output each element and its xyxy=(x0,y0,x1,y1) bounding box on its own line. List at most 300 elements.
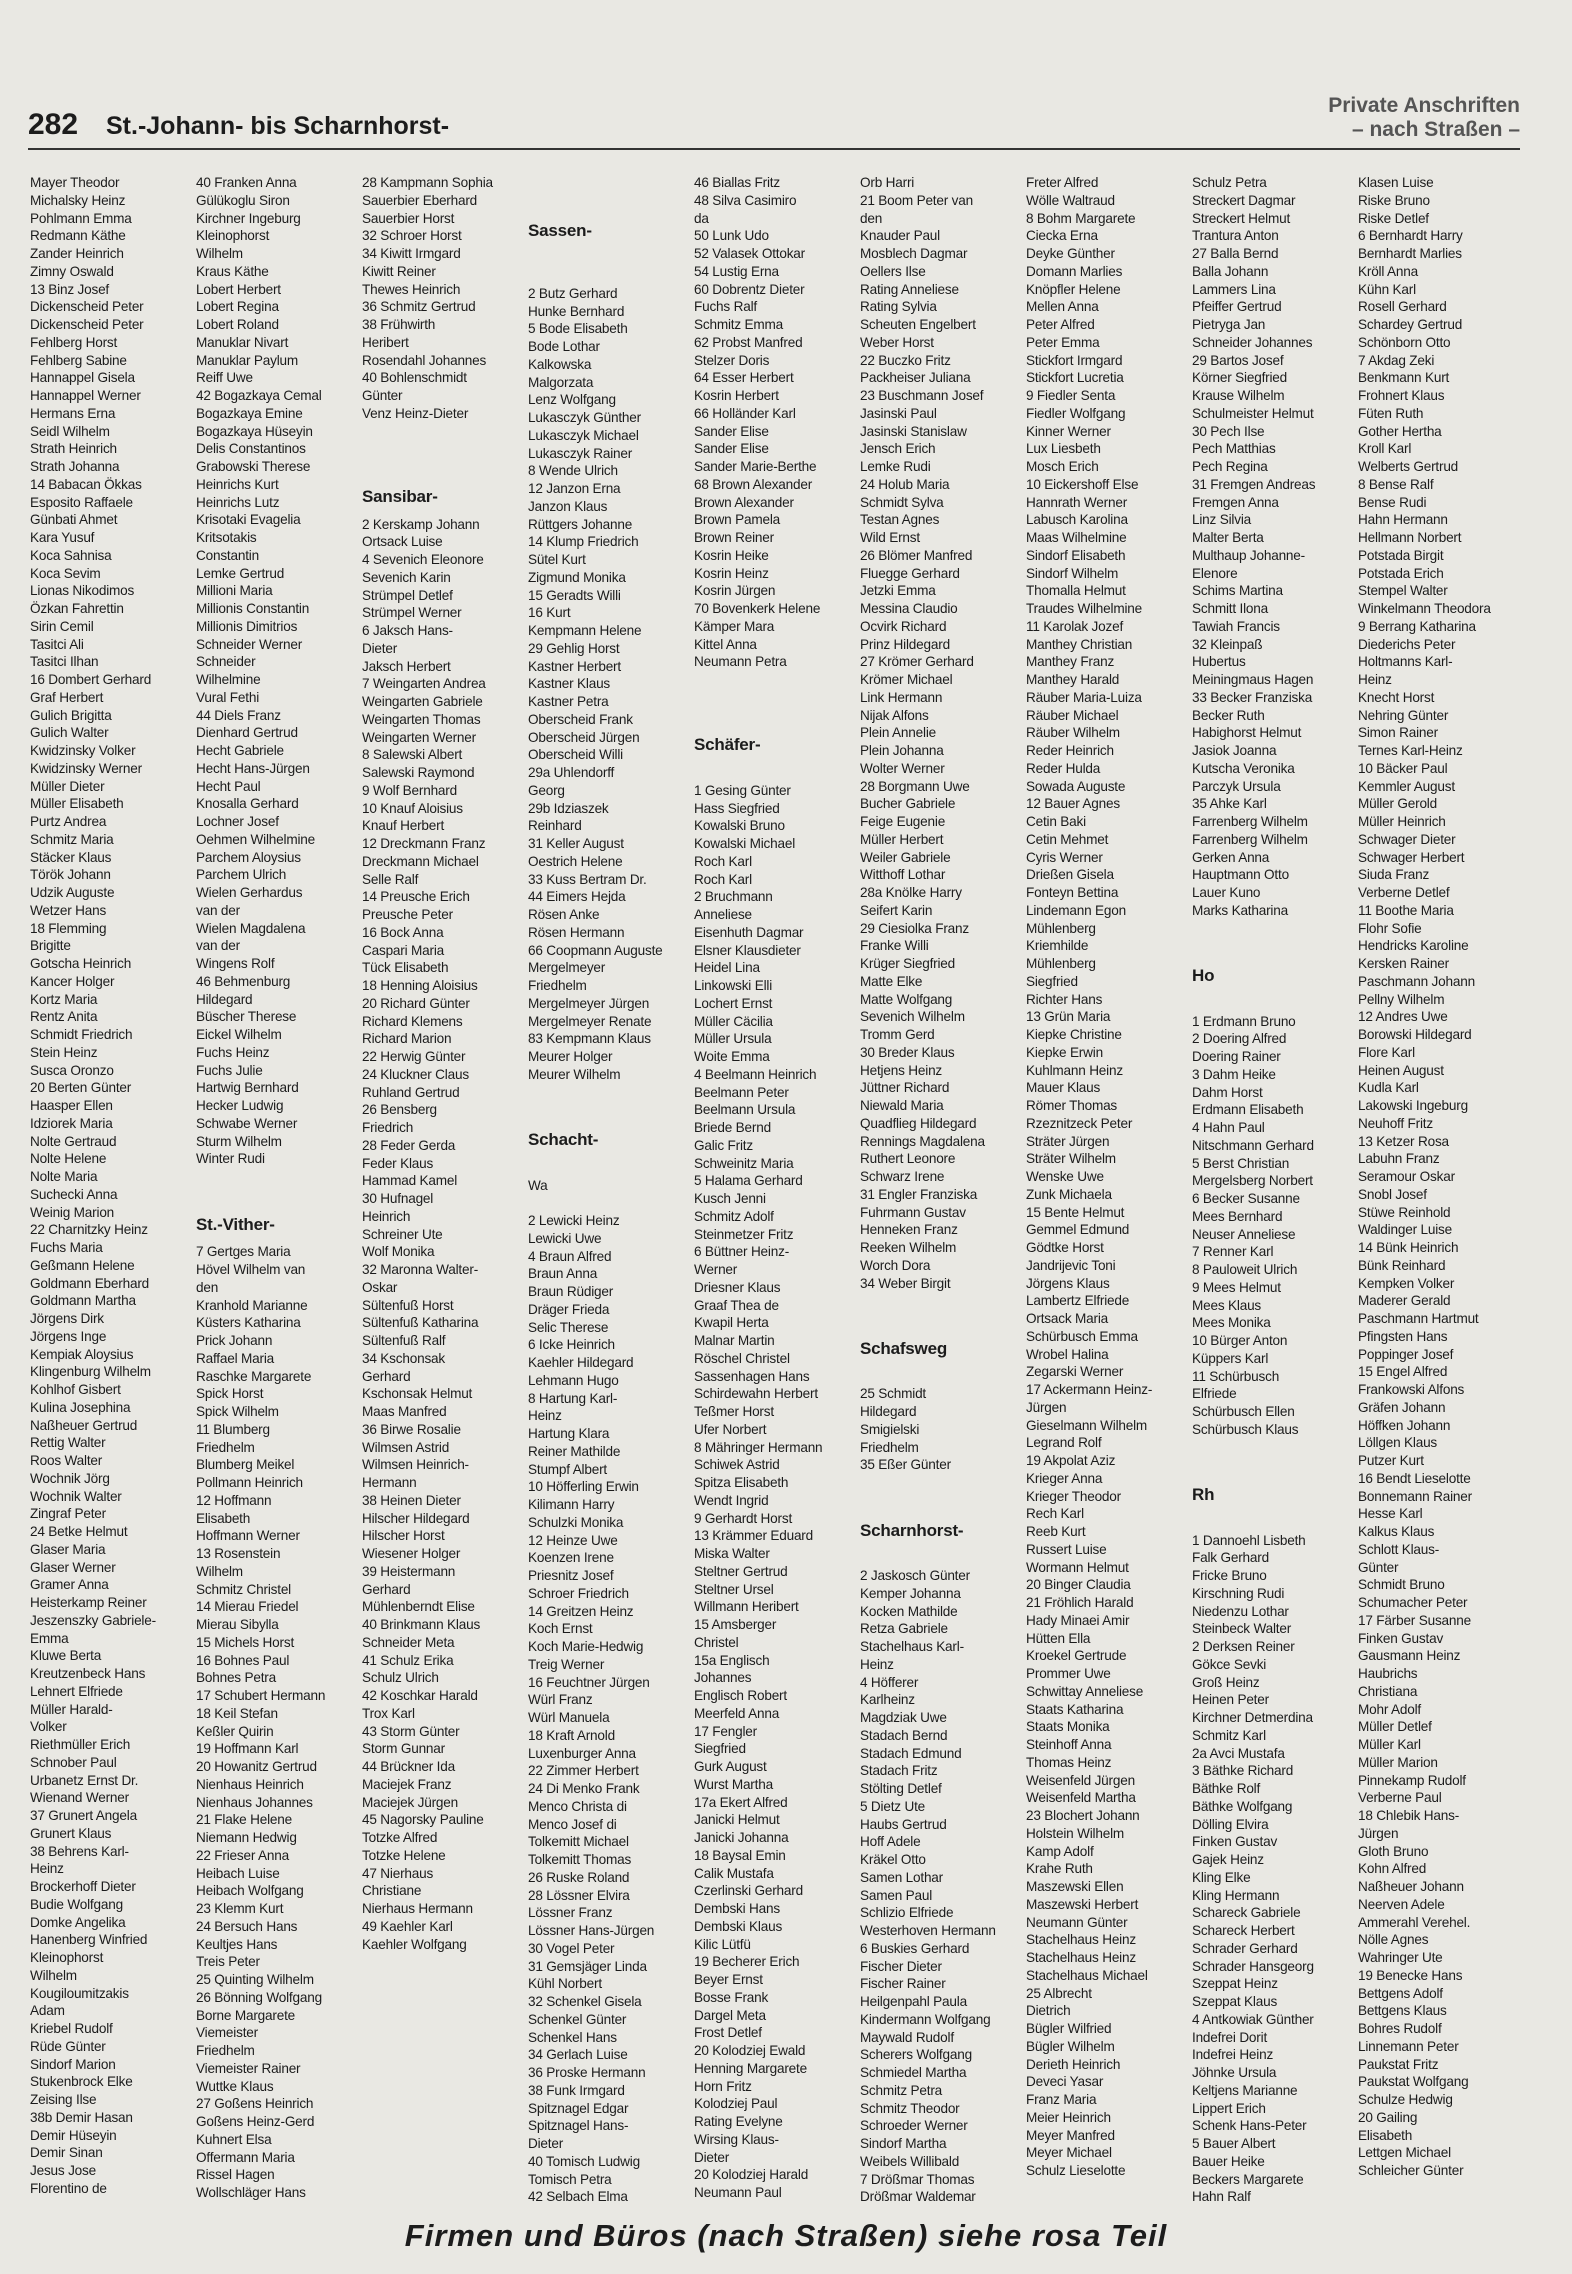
resident-entry: Neumann Petra xyxy=(694,654,787,670)
resident-entry: Treig Werner xyxy=(528,1656,605,1672)
resident-entry xyxy=(196,1186,358,1204)
resident-entry: 17 Schubert Hermann xyxy=(196,1688,326,1703)
resident-entry: Diederichs Peter xyxy=(1358,636,1456,652)
resident-entry: Witthoff Lothar xyxy=(860,867,946,883)
resident-entry: Kiwitt Reiner xyxy=(362,263,436,279)
resident-entry: 25 Albrecht xyxy=(1026,1985,1092,2001)
resident-entry: Schenkel Hans xyxy=(528,2029,617,2045)
resident-entry: 16 Bock Anna xyxy=(362,924,444,940)
resident-entry: Christiane xyxy=(362,1883,422,1899)
resident-entry: Manthey Harald xyxy=(1026,672,1120,687)
resident-entry: Kalkus Klaus xyxy=(1358,1524,1435,1539)
resident-entry: Goßens Heinz-Gerd xyxy=(196,2114,315,2129)
resident-entry: Stölting Detlef xyxy=(860,1781,942,1796)
resident-entry: Calik Mustafa xyxy=(694,1865,774,1881)
resident-entry xyxy=(1192,920,1354,938)
resident-entry: Schreiner Ute xyxy=(362,1226,443,1242)
resident-entry: Schwabe Werner xyxy=(196,1115,298,1131)
resident-entry: Reeb Kurt xyxy=(1026,1524,1086,1539)
resident-entry: Treis Peter xyxy=(196,1954,260,1970)
resident-entry: Wochnik Jörg xyxy=(30,1470,110,1486)
resident-entry: 27 Balla Bernd xyxy=(1192,246,1279,261)
resident-entry: Roch Karl xyxy=(694,853,752,869)
resident-entry: Pfingsten Hans xyxy=(1358,1328,1448,1344)
resident-entry: Rettig Walter xyxy=(30,1435,106,1451)
resident-entry: Wurst Martha xyxy=(694,1776,773,1792)
resident-entry: Marks Katharina xyxy=(1192,902,1288,918)
resident-entry: Meyer Manfred xyxy=(1026,2127,1115,2143)
page-title: St.-Johann- bis Scharnhorst- xyxy=(106,112,450,140)
resident-entry: 18 Kraft Arnold xyxy=(528,1727,615,1743)
resident-entry: Raffael Maria xyxy=(196,1350,274,1366)
resident-entry: Bügler Wilfried xyxy=(1026,2021,1112,2036)
resident-entry: Jesus Jose xyxy=(30,2163,97,2178)
resident-entry: 2 Kerskamp Johann xyxy=(362,516,480,532)
resident-entry: Ortsack Luise xyxy=(362,534,443,550)
resident-entry: Welberts Gertrud xyxy=(1358,459,1459,474)
resident-entry xyxy=(694,689,856,707)
resident-entry: Manthey Franz xyxy=(1026,654,1115,670)
resident-entry: Henning Margarete xyxy=(694,2060,807,2076)
resident-entry xyxy=(528,1084,690,1102)
street-heading: Ho xyxy=(1192,966,1215,985)
resident-entry: Krieger Theodor xyxy=(1026,1488,1121,1504)
resident-entry: Fuchs Maria xyxy=(30,1240,103,1255)
resident-entry: Demir Hüseyin xyxy=(30,2127,117,2143)
resident-entry: Würl Franz xyxy=(528,1692,593,1708)
resident-entry: 26 Bönning Wolfgang xyxy=(196,1989,322,2005)
resident-entry: Parchem Aloysius xyxy=(196,849,301,865)
resident-entry: Emma xyxy=(30,1630,69,1646)
resident-entry: Hendricks Karoline xyxy=(1358,938,1469,954)
street-heading: Rh xyxy=(1192,1485,1215,1504)
resident-entry: Kreutzenbeck Hans xyxy=(30,1666,146,1681)
resident-entry: 4 Hahn Paul xyxy=(1192,1120,1265,1135)
resident-entry xyxy=(362,440,524,458)
resident-entry: Hartung Klara xyxy=(528,1426,610,1441)
resident-entry: Potstada Birgit xyxy=(1358,547,1444,563)
resident-entry: 24 Di Menko Frank xyxy=(528,1781,640,1796)
resident-entry: Malter Berta xyxy=(1192,530,1264,545)
resident-entry: Mellen Anna xyxy=(1026,299,1099,315)
resident-entry: Räuber Wilhelm xyxy=(1026,725,1120,741)
resident-entry: Reiner Mathilde xyxy=(528,1443,621,1459)
resident-entry: Budie Wolfgang xyxy=(30,1896,123,1912)
resident-entry: Christiana xyxy=(1358,1683,1418,1699)
directory-column xyxy=(196,174,358,2204)
resident-entry: Riethmüller Erich xyxy=(30,1737,131,1752)
resident-entry: 30 Hufnagel xyxy=(362,1191,434,1206)
resident-entry: Koca Sevim xyxy=(30,565,101,581)
resident-entry xyxy=(528,1194,690,1212)
resident-entry: 36 Proske Hermann xyxy=(528,2065,646,2080)
resident-entry: Dargel Meta xyxy=(694,2007,766,2023)
resident-entry: Hecht Paul xyxy=(196,778,261,794)
resident-entry: Tasitci Ali xyxy=(30,636,84,652)
resident-entry: Gödtke Horst xyxy=(1026,1240,1104,1255)
resident-entry: Rosell Gerhard xyxy=(1358,299,1447,315)
resident-entry: Nölle Agnes xyxy=(1358,1932,1429,1948)
resident-entry: Meier Heinrich xyxy=(1026,2109,1111,2125)
resident-entry: Cetin Baki xyxy=(1026,814,1086,829)
resident-entry: Tück Elisabeth xyxy=(362,960,449,976)
resident-entry: 66 Coopmann Auguste xyxy=(528,942,663,958)
resident-entry: Pellny Wilhelm xyxy=(1358,991,1445,1007)
resident-entry: Strümpel Werner xyxy=(362,605,462,621)
resident-entry: Drößmar Waldemar xyxy=(860,2189,976,2204)
resident-entry: Räuber Maria-Luiza xyxy=(1026,689,1142,705)
resident-entry: Nijak Alfons xyxy=(860,707,929,723)
resident-entry: Brown Alexander xyxy=(694,494,794,510)
resident-entry: Tomisch Petra xyxy=(528,2171,612,2187)
resident-entry: Kilimann Harry xyxy=(528,1497,615,1512)
resident-entry: Schareck Gabriele xyxy=(1192,1905,1301,1921)
resident-entry: Hoffmann Werner xyxy=(196,1528,300,1544)
resident-entry: 10 Höfferling Erwin xyxy=(528,1479,639,1495)
resident-entry: Mühlenberg xyxy=(1026,956,1096,971)
resident-entry: Gemmel Edmund xyxy=(1026,1222,1130,1238)
resident-entry: Kirchner Detmerdina xyxy=(1192,1710,1313,1725)
resident-entry xyxy=(196,1168,358,1186)
resident-entry: Schulzki Monika xyxy=(528,1514,624,1530)
resident-entry: Stachelhaus Karl- xyxy=(860,1639,964,1654)
resident-entry: Kriemhilde xyxy=(1026,938,1089,954)
resident-entry: Tasitci Ilhan xyxy=(30,654,99,670)
resident-entry: 20 Berten Günter xyxy=(30,1080,132,1096)
resident-entry: Kwidzinsky Volker xyxy=(30,743,136,758)
resident-entry: Ciecka Erna xyxy=(1026,228,1098,244)
resident-entry: Jörgens Dirk xyxy=(30,1311,104,1326)
resident-entry: Benkmann Kurt xyxy=(1358,370,1450,386)
resident-entry: Sindorf Martha xyxy=(860,2136,947,2151)
resident-entry: Bauer Heike xyxy=(1192,2153,1265,2169)
resident-entry: Sindorf Elisabeth xyxy=(1026,547,1126,563)
resident-entry: Stadach Fritz xyxy=(860,1763,938,1779)
resident-entry: Müller Detlef xyxy=(1358,1719,1432,1735)
resident-entry: Knecht Horst xyxy=(1358,689,1435,705)
resident-entry: 6 Jaksch Hans- xyxy=(362,623,453,638)
resident-entry: Oehmen Wilhelmine xyxy=(196,831,315,847)
resident-entry: Bohres Rudolf xyxy=(1358,2021,1442,2036)
resident-entry: Indefrei Dorit xyxy=(1192,2029,1268,2045)
resident-entry: Knauf Herbert xyxy=(362,818,445,834)
resident-entry: Sültenfuß Ralf xyxy=(362,1333,446,1348)
resident-entry: 5 Halama Gerhard xyxy=(694,1173,803,1189)
resident-entry: Wilmsen Heinrich- xyxy=(362,1457,469,1473)
resident-entry: Lukasczyk Michael xyxy=(528,427,639,443)
resident-entry: Maszewski Ellen xyxy=(1026,1879,1124,1894)
resident-entry: Preusche Peter xyxy=(362,907,453,922)
resident-entry: Mauer Klaus xyxy=(1026,1080,1101,1096)
resident-entry: Lippert Erich xyxy=(1192,2100,1266,2116)
resident-entry: 8 Pauloweit Ulrich xyxy=(1192,1262,1298,1277)
resident-entry: Woite Emma xyxy=(694,1049,770,1064)
resident-entry: Rzeznitzeck Peter xyxy=(1026,1115,1133,1131)
resident-entry: Cyris Werner xyxy=(1026,849,1103,865)
resident-entry: Zander Heinrich xyxy=(30,246,124,261)
resident-entry: Seramour Oskar xyxy=(1358,1169,1455,1184)
resident-entry: Potstada Erich xyxy=(1358,565,1444,581)
resident-entry: Reinhard xyxy=(528,818,582,834)
resident-entry xyxy=(860,1549,1022,1567)
resident-entry: Schneider Johannes xyxy=(1192,334,1313,350)
resident-entry: Drießen Gisela xyxy=(1026,867,1114,883)
resident-entry: 38 Funk Irmgard xyxy=(528,2082,625,2098)
resident-entry: 68 Brown Alexander xyxy=(694,476,813,492)
resident-entry: Siegfried xyxy=(1026,973,1078,989)
resident-entry: Labusch Karolina xyxy=(1026,512,1128,528)
resident-entry: Mayer Theodor xyxy=(30,175,120,190)
resident-entry xyxy=(694,707,856,725)
resident-entry: Bohnes Petra xyxy=(196,1670,276,1686)
resident-entry: 10 Eickershoff Else xyxy=(1026,476,1139,492)
resident-entry: Sindorf Wilhelm xyxy=(1026,565,1119,581)
resident-entry xyxy=(528,249,690,267)
resident-entry: Koenzen Irene xyxy=(528,1550,614,1566)
resident-entry: Gerhard xyxy=(362,1368,411,1384)
resident-entry: Kraus Käthe xyxy=(196,263,269,279)
resident-entry: Schardey Gertrud xyxy=(1358,317,1463,332)
resident-entry: 20 Kolodziej Ewald xyxy=(694,2043,806,2058)
resident-entry: Lukasczyk Günther xyxy=(528,410,641,425)
resident-entry: Schmitz Karl xyxy=(1192,1727,1266,1743)
resident-entry: Messina Claudio xyxy=(860,601,958,616)
resident-entry: 15 Bente Helmut xyxy=(1026,1204,1125,1220)
resident-entry xyxy=(694,2202,856,2204)
resident-entry: 38b Demir Hasan xyxy=(30,2109,133,2125)
resident-entry: Dölling Elvira xyxy=(1192,1816,1269,1832)
resident-entry: Sütel Kurt xyxy=(528,552,586,567)
resident-entry: Rösen Hermann xyxy=(528,924,625,940)
resident-entry: Wenske Uwe xyxy=(1026,1169,1104,1184)
directory-column xyxy=(30,174,192,2204)
resident-entry: Kancer Holger xyxy=(30,973,115,989)
resident-entry: Streckert Dagmar xyxy=(1192,192,1296,208)
resident-entry: Kara Yusuf xyxy=(30,530,95,545)
resident-entry: Heinen Peter xyxy=(1192,1692,1269,1708)
resident-entry: 18 Henning Aloisius xyxy=(362,978,478,993)
resident-entry: Bünk Reinhard xyxy=(1358,1257,1446,1273)
resident-entry: 19 Benecke Hans xyxy=(1358,1967,1463,1983)
resident-entry: Gökce Sevki xyxy=(1192,1656,1267,1672)
resident-entry: Schims Martina xyxy=(1192,583,1283,599)
resident-entry: Wa xyxy=(528,1177,548,1193)
directory-column xyxy=(694,174,856,2204)
resident-entry: 12 Andres Uwe xyxy=(1358,1009,1448,1025)
resident-entry: Bäthke Wolfgang xyxy=(1192,1798,1293,1814)
resident-entry: Englisch Robert xyxy=(694,1688,787,1703)
resident-entry: Balla Johann xyxy=(1192,263,1269,279)
resident-entry: Küsters Katharina xyxy=(196,1315,301,1331)
resident-entry: Gajek Heinz xyxy=(1192,1852,1264,1867)
resident-entry: 42 Selbach Elma xyxy=(528,2189,628,2204)
resident-entry: Nehring Günter xyxy=(1358,707,1449,723)
resident-entry: Winter Rudi xyxy=(196,1151,265,1167)
resident-entry: Wolf Monika xyxy=(362,1244,435,1260)
resident-entry: Retza Gabriele xyxy=(860,1621,948,1637)
resident-entry: Schneider Werner xyxy=(196,636,303,652)
resident-entry: Sauerbier Horst xyxy=(362,210,455,226)
resident-entry: Prick Johann xyxy=(196,1333,273,1348)
resident-entry: Derieth Heinrich xyxy=(1026,2056,1121,2072)
resident-entry: 44 Eimers Hejda xyxy=(528,889,626,905)
resident-entry: Löllgen Klaus xyxy=(1358,1435,1438,1451)
resident-entry: Linnemann Peter xyxy=(1358,2038,1459,2054)
resident-entry: 38 Behrens Karl- xyxy=(30,1843,129,1859)
resident-entry: 34 Kschonsak xyxy=(362,1350,445,1366)
resident-entry: Nolte Gertraud xyxy=(30,1133,117,1149)
resident-entry: Ternes Karl-Heinz xyxy=(1358,743,1463,758)
resident-entry: Worch Dora xyxy=(860,1257,931,1273)
resident-entry: Meerfeld Anna xyxy=(694,1705,780,1721)
resident-entry: Elfriede xyxy=(1192,1386,1237,1402)
resident-entry: 25 Schmidt xyxy=(860,1386,927,1402)
resident-entry: 2 Derksen Reiner xyxy=(1192,1639,1295,1654)
resident-entry: 27 Goßens Heinrich xyxy=(196,2096,314,2112)
resident-entry: Weber Horst xyxy=(860,334,934,350)
resident-entry: 30 Vogel Peter xyxy=(528,1940,615,1956)
resident-entry: Udzik Auguste xyxy=(30,885,115,900)
resident-entry: Spitznagel Edgar xyxy=(528,2100,629,2116)
resident-entry: 9 Fiedler Senta xyxy=(1026,388,1116,403)
resident-entry: Rüde Günter xyxy=(30,2038,106,2054)
resident-entry: Weingarten Gabriele xyxy=(362,694,483,709)
resident-entry: 47 Nierhaus xyxy=(362,1865,434,1881)
resident-entry: Krömer Michael xyxy=(860,672,953,687)
resident-entry: Prommer Uwe xyxy=(1026,1666,1111,1681)
resident-entry: Beyer Ernst xyxy=(694,1972,763,1987)
resident-entry: Legrand Rolf xyxy=(1026,1435,1102,1451)
resident-entry: Fluegge Gerhard xyxy=(860,565,960,581)
resident-entry: Müller Dieter xyxy=(30,778,105,794)
resident-entry: 11 Boothe Maria xyxy=(1358,902,1454,918)
resident-entry: 24 Bersuch Hans xyxy=(196,1918,298,1934)
resident-entry: 24 Kluckner Claus xyxy=(362,1066,469,1082)
resident-entry: Falk Gerhard xyxy=(1192,1550,1269,1566)
resident-entry: Kräkel Otto xyxy=(860,1852,926,1867)
resident-entry: 8 Hartung Karl- xyxy=(528,1390,618,1406)
resident-entry: 40 Tomisch Ludwig xyxy=(528,2153,640,2169)
resident-entry: Lobert Roland xyxy=(196,317,279,332)
resident-entry: Elisabeth xyxy=(1358,2127,1413,2143)
resident-entry: Gramer Anna xyxy=(30,1577,109,1593)
resident-entry: Westerhoven Hermann xyxy=(860,1923,996,1938)
resident-entry: Lössner Franz xyxy=(528,1905,613,1921)
resident-entry: Kosrin Heike xyxy=(694,547,769,563)
resident-entry: Kühn Karl xyxy=(1358,281,1416,297)
resident-entry: Schwittay Anneliese xyxy=(1026,1683,1144,1699)
resident-entry: Manuklar Paylum xyxy=(196,352,299,368)
resident-entry: Teßmer Horst xyxy=(694,1404,774,1419)
resident-entry: 83 Kempmann Klaus xyxy=(528,1031,651,1047)
resident-entry: Schulz Lieselotte xyxy=(1026,2163,1126,2178)
resident-entry: Sültenfuß Horst xyxy=(362,1297,454,1313)
resident-entry: Venz Heinz-Dieter xyxy=(362,405,469,421)
resident-entry: Paschmann Hartmut xyxy=(1358,1311,1479,1326)
resident-entry: Hermann xyxy=(362,1475,417,1490)
resident-entry: Bosse Frank xyxy=(694,1989,769,2005)
resident-entry: Matte Wolfgang xyxy=(860,991,953,1007)
resident-entry: Beelmann Peter xyxy=(694,1084,789,1100)
resident-entry: 1 Dannoehl Lisbeth xyxy=(1192,1532,1306,1548)
resident-entry: Sturm Wilhelm xyxy=(196,1133,282,1149)
resident-entry: Stumpf Albert xyxy=(528,1461,608,1477)
resident-entry: Schirdewahn Herbert xyxy=(694,1386,818,1402)
resident-entry: 12 Hoffmann xyxy=(196,1492,272,1508)
resident-entry: 14 Bünk Heinrich xyxy=(1358,1240,1459,1255)
resident-entry: 31 Engler Franziska xyxy=(860,1186,978,1202)
resident-entry: Haasper Ellen xyxy=(30,1098,113,1113)
resident-entry: 16 Dombert Gerhard xyxy=(30,672,152,687)
resident-entry: Stein Heinz xyxy=(30,1044,98,1060)
resident-entry: Kriebel Rudolf xyxy=(30,2021,113,2036)
resident-entry: 11 Blumberg xyxy=(196,1421,270,1437)
resident-entry: Mosblech Dagmar xyxy=(860,246,968,261)
resident-entry: Lobert Regina xyxy=(196,299,279,315)
resident-entry: Kutscha Veronika xyxy=(1192,760,1295,776)
resident-entry: Kiepke Erwin xyxy=(1026,1044,1103,1060)
resident-entry: Nolte Helene xyxy=(30,1151,107,1167)
resident-entry: Mergelmeyer Renate xyxy=(528,1013,652,1029)
resident-entry: Zunk Michaela xyxy=(1026,1186,1112,1202)
resident-entry: van der xyxy=(196,902,240,918)
resident-entry: Kemmler August xyxy=(1358,778,1455,794)
resident-entry: Schmidt Sylva xyxy=(860,494,944,510)
resident-entry: Sander Elise xyxy=(694,441,769,457)
resident-entry: 28 Lössner Elvira xyxy=(528,1887,630,1903)
resident-entry: Glaser Werner xyxy=(30,1559,116,1575)
resident-entry: Jeszenszky Gabriele- xyxy=(30,1612,156,1628)
resident-entry: Maas Manfred xyxy=(362,1404,447,1419)
resident-entry: Kling Hermann xyxy=(1192,1887,1280,1903)
resident-entry: 19 Becherer Erich xyxy=(694,1954,800,1970)
resident-entry: Gulich Brigitta xyxy=(30,707,112,723)
resident-entry: Elenore xyxy=(1192,565,1238,581)
resident-entry: Gurk August xyxy=(694,1759,767,1774)
resident-entry: 25 Quinting Wilhelm xyxy=(196,1972,314,1987)
resident-entry: 9 Wolf Bernhard xyxy=(362,782,457,798)
resident-entry: Oberscheid Willi xyxy=(528,747,624,763)
resident-entry: 16 Feuchtner Jürgen xyxy=(528,1674,650,1690)
resident-entry: 5 Bode Elisabeth xyxy=(528,321,628,337)
resident-entry: Heinrich xyxy=(362,1208,411,1224)
resident-entry: Kilic Lütfü xyxy=(694,1936,751,1952)
resident-entry xyxy=(528,174,690,192)
resident-entry: Kohlhof Gisbert xyxy=(30,1382,121,1397)
directory-column xyxy=(1192,174,1354,2204)
resident-entry: Jüttner Richard xyxy=(860,1080,950,1096)
resident-entry: Putzer Kurt xyxy=(1358,1453,1424,1468)
resident-entry: 35 Eßer Günter xyxy=(860,1457,951,1473)
resident-entry: 14 Babacan Ökkas xyxy=(30,476,142,492)
resident-entry: 29a Uhlendorff xyxy=(528,765,615,780)
resident-entry: Streckert Helmut xyxy=(1192,210,1291,226)
resident-entry: 18 Keil Stefan xyxy=(196,1705,278,1721)
resident-entry: Tolkemitt Michael xyxy=(528,1834,629,1850)
resident-entry: Sültenfuß Katharina xyxy=(362,1315,479,1331)
resident-entry: Tawiah Francis xyxy=(1192,618,1280,634)
resident-entry: Kwidzinsky Werner xyxy=(30,760,142,776)
resident-entry: 21 Boom Peter van xyxy=(860,192,973,208)
resident-entry: Traudes Wilhelmine xyxy=(1026,601,1143,616)
resident-entry: 39 Heistermann xyxy=(362,1563,456,1579)
resident-entry: Günbati Ahmet xyxy=(30,512,118,528)
resident-entry: 15a Englisch xyxy=(694,1652,770,1668)
resident-entry: 30 Breder Klaus xyxy=(860,1044,955,1060)
resident-entry: Klasen Luise xyxy=(1358,175,1434,190)
resident-entry: 13 Binz Josef xyxy=(30,281,110,297)
street-heading: Scharnhorst- xyxy=(860,1520,964,1540)
